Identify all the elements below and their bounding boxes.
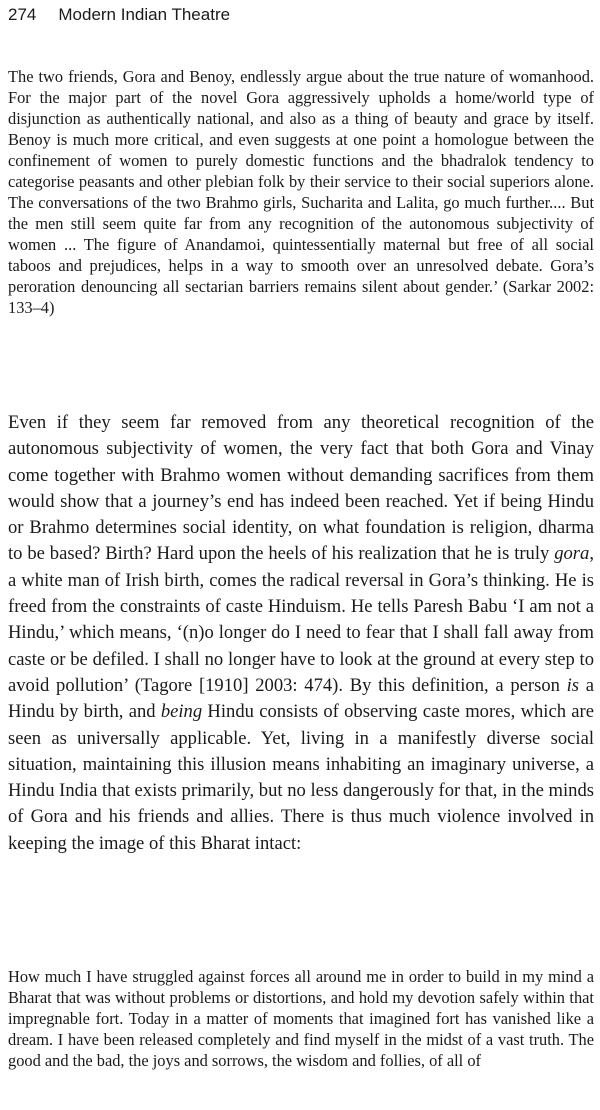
paragraph-text-1: Even if they seem far removed from any theoretical recognition of the autonomous subjectivity of women, the very fact that both Gora and Vinay come together with Brahmo women without demanding sacrifices from them would show that a journey’s end has indeed been reached. Yet if being Hindu or Brahmo determines social identity, on what foundation is religion, dharma to be based? Birth? Hard upon the heels of his realization that he is truly bbox=[8, 412, 594, 565]
paragraph-text-4: Hindu consists of observing caste mores, which are seen as universally applicable. Yet, living in a manifestly diverse social situation, maintaining this illusion means inhabiting an imaginary universe, a Hindu India that exists primarily, but no less dangerously for that, in the minds of Gora and his friends and allies. There is thus much violence involved in keeping the image of this Bharat intact: bbox=[8, 701, 594, 854]
body-paragraph bbox=[8, 410, 594, 857]
italic-being: being bbox=[160, 701, 203, 723]
italic-is: is bbox=[566, 674, 580, 696]
paragraph-text-3: a Hindu by birth, and bbox=[8, 674, 594, 723]
page-number: 274 bbox=[8, 5, 37, 24]
italic-gora: gora bbox=[554, 543, 590, 565]
running-head bbox=[8, 4, 230, 26]
book-title: Modern Indian Theatre bbox=[58, 5, 231, 24]
paragraph-text-2: , a white man of Irish birth, comes the radical reversal in Gora’s thinking. He is freed from the constraints of caste Hinduism. He tells Paresh Babu ‘I am not a Hindu,’ which means, ‘(n)o longer do I need to fear that I shall fall away from caste or be defiled. I shall no longer have to look at the ground at every step to avoid pollution’ (Tagore [1910] 2003: 474). By this definition, a person bbox=[8, 543, 594, 696]
block-quote-sarkar: The two friends, Gora and Benoy, endlessly argue about the true nature of womanhood. For the major part of the novel Gora aggressively upholds a home/world type of disjunction as authentically national, and also as a thing of beauty and grace by itself. Benoy is much more critical, and even suggests at one point a homologue between the confinement of women to purely domestic functions and the bhadralok tendency to categorise peasants and other plebian folk by their service to their social superiors alone. The conversations of the two Brahmo girls, Sucharita and Lalita, go much further.... But the men still seem quite far from any recognition of the autonomous subjectivity of women ... The figure of Anandamoi, quintessentially maternal but free of all social taboos and prejudices, helps in a way to smooth over an unresolved debate. Gora’s peroration denouncing all sectarian barriers remains silent about gender.’ (Sarkar 2002: 133–4) bbox=[8, 67, 594, 317]
block-quote-tagore: How much I have struggled against forces all around me in order to build in my mind a Bharat that was without problems or distortions, and hold my devotion safely within that impregnable fort. Today in a matter of moments that imagined fort has vanished like a dream. I have been released completely and find myself in the midst of a vast truth. The good and the bad, the joys and sorrows, the wisdom and follies, of all of bbox=[8, 967, 594, 1070]
